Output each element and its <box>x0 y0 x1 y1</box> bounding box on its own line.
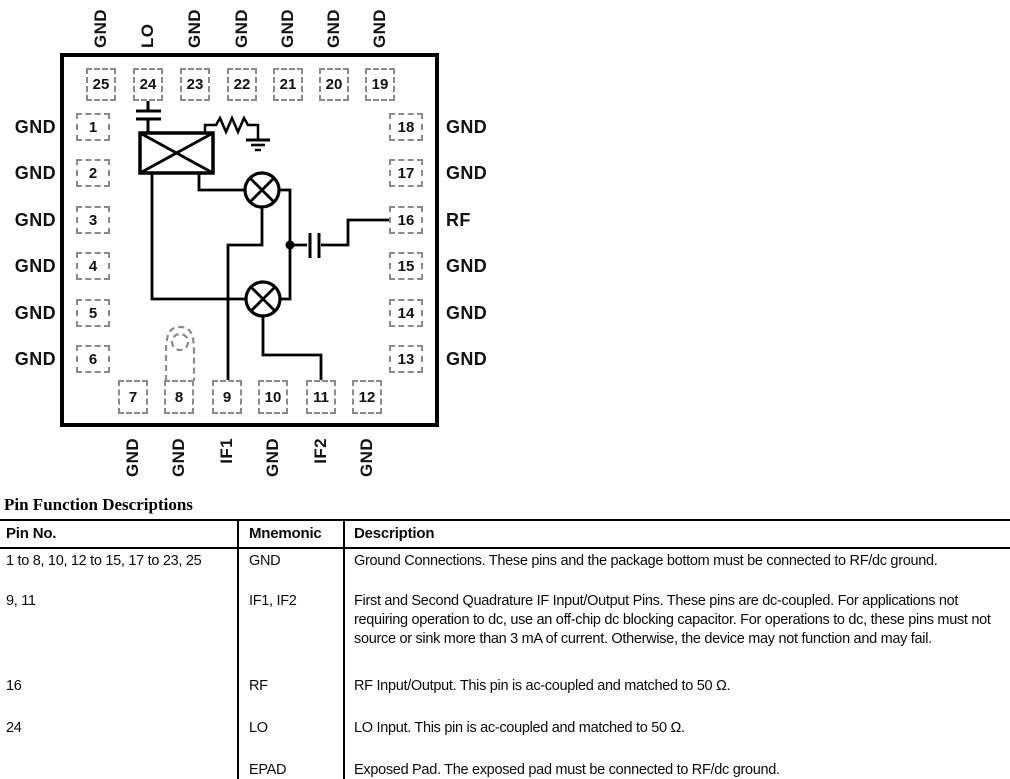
pin-label-left-5: GND <box>14 303 56 323</box>
mnemonic-cell: LO <box>238 716 344 758</box>
pin-label-top-23: GND <box>185 9 204 48</box>
mnemonic-cell: RF <box>238 674 344 716</box>
pin-label-bottom-9: IF1 <box>217 438 236 464</box>
description-cell: Exposed Pad. The exposed pad must be connected to RF/dc ground. <box>344 758 1010 779</box>
pin-label-left-3: GND <box>14 210 56 230</box>
pin-no-cell <box>0 758 238 779</box>
pin-label-bottom-10: GND <box>263 438 282 477</box>
package-outline <box>62 55 437 425</box>
epad-orientation-marker <box>166 327 194 381</box>
pin-label-top-24: LO <box>138 23 157 48</box>
pin-box-1: 1 <box>76 113 110 141</box>
pin-box-7: 7 <box>118 380 148 414</box>
pin-box-16: 16 <box>389 206 423 234</box>
pin-label-right-15: GND <box>446 256 488 276</box>
pin-box-5: 5 <box>76 299 110 327</box>
lo-coupling-capacitor <box>136 101 161 133</box>
table-row <box>0 548 1010 589</box>
pin-box-13: 13 <box>389 345 423 373</box>
pin-no-cell: 9, 11 <box>6 593 36 609</box>
column-header-description: Description <box>344 520 1010 548</box>
pin-box-15: 15 <box>389 252 423 280</box>
description-cell: First and Second Quadrature IF Input/Output Pins. These pins are dc-coupled. For applications not requiring operation to dc, use an off-chip dc blocking capacitor. For operations to dc, these pins must not source or sink more than 3 mA of current. Otherwise, the device may not function and may fail. <box>344 589 1010 674</box>
pin-label-right-14: GND <box>446 303 488 323</box>
pin-box-23: 23 <box>180 68 210 101</box>
pin-label-left-2: GND <box>14 163 56 183</box>
mixer-1 <box>245 173 279 207</box>
wire <box>279 190 290 245</box>
pin-label-left-1: GND <box>14 117 56 137</box>
table-row <box>0 716 1010 758</box>
pin-label-left-4: GND <box>14 256 56 276</box>
wire <box>321 220 389 245</box>
pin-label-right-16: RF <box>446 210 471 230</box>
table-row <box>0 589 1010 674</box>
pin-label-bottom-7: GND <box>123 438 142 477</box>
pin-function-table <box>0 519 1010 779</box>
lo-balun-transformer <box>140 133 213 173</box>
pin-box-17: 17 <box>389 159 423 187</box>
pin-label-right-17: GND <box>446 163 488 183</box>
pin-label-top-22: GND <box>232 9 251 48</box>
wire <box>152 173 246 299</box>
description-cell: Ground Connections. These pins and the package bottom must be connected to RF/dc ground. <box>344 548 1010 589</box>
wire <box>199 173 245 190</box>
junction-dot <box>286 241 295 250</box>
pin-no-cell: 16 <box>6 678 22 694</box>
ground-symbol <box>246 140 270 150</box>
pin-box-19: 19 <box>365 68 395 101</box>
rf-coupling-capacitor <box>310 233 319 258</box>
pin-label-right-13: GND <box>446 349 488 369</box>
pin-label-bottom-11: IF2 <box>311 438 330 464</box>
section-title: Pin Function Descriptions <box>4 495 193 514</box>
pin-label-top-19: GND <box>370 9 389 48</box>
pin-box-24: 24 <box>133 68 163 101</box>
pin-label-top-25: GND <box>91 9 110 48</box>
pin-box-3: 3 <box>76 206 110 234</box>
mnemonic-cell: EPAD <box>238 758 344 779</box>
pin-label-top-21: GND <box>278 9 297 48</box>
mnemonic-cell: GND <box>238 548 344 589</box>
pin-box-8: 8 <box>164 380 194 414</box>
column-header-pin-no: Pin No. <box>0 520 238 548</box>
wire <box>280 245 290 299</box>
pin-box-18: 18 <box>389 113 423 141</box>
table-header-row <box>0 520 1010 548</box>
column-header-mnemonic: Mnemonic <box>238 520 344 548</box>
pin-label-left-6: GND <box>14 349 56 369</box>
pin-no-cell: 24 <box>6 720 22 736</box>
pin-box-20: 20 <box>319 68 349 101</box>
mixer-2 <box>246 282 280 316</box>
description-cell: LO Input. This pin is ac-coupled and matched to 50 Ω. <box>344 716 1010 758</box>
pin-no-cell: 1 to 8, 10, 12 to 15, 17 to 23, 25 <box>6 553 202 569</box>
pin-box-10: 10 <box>258 380 288 414</box>
pin-box-25: 25 <box>86 68 116 101</box>
pin-box-22: 22 <box>227 68 257 101</box>
pin-box-14: 14 <box>389 299 423 327</box>
mnemonic-cell: IF1, IF2 <box>238 589 344 674</box>
pin-label-bottom-8: GND <box>169 438 188 477</box>
pin-label-bottom-12: GND <box>357 438 376 477</box>
pin-box-11: 11 <box>306 380 336 414</box>
pin-box-9: 9 <box>212 380 242 414</box>
wire <box>263 316 321 380</box>
pin-box-4: 4 <box>76 252 110 280</box>
pin-box-2: 2 <box>76 159 110 187</box>
table-row <box>0 758 1010 779</box>
pin-box-6: 6 <box>76 345 110 373</box>
pin-label-right-18: GND <box>446 117 488 137</box>
pin-box-12: 12 <box>352 380 382 414</box>
pin-label-top-20: GND <box>324 9 343 48</box>
pin-box-21: 21 <box>273 68 303 101</box>
table-row <box>0 674 1010 716</box>
description-cell: RF Input/Output. This pin is ac-coupled and matched to 50 Ω. <box>344 674 1010 716</box>
